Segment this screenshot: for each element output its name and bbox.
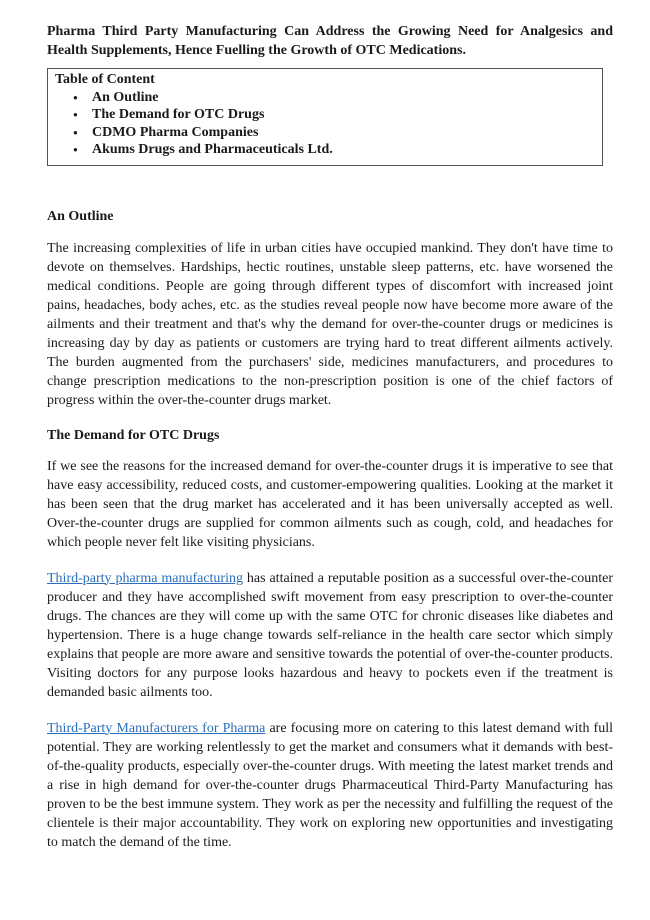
demand-paragraph-3 <box>47 719 613 852</box>
toc-item-akums[interactable]: ● Akums Drugs and Pharmaceuticals Ltd. <box>92 141 595 159</box>
demand-paragraph-2 <box>47 569 613 702</box>
outline-paragraph: The increasing complexities of life in urban cities have occupied mankind. They don't have time to devote on themselves. Hardships, hectic routines, unstable sleep patterns, etc. have worsened the medical conditions. People are going through different types of discomfort with increased joint pains, headaches, body aches, etc. as the studies reveal people now have become more aware of the ailments and their treatment and that's why the demand for over-the-counter drugs or medicines is increasing day by day as patients or customers are trying hard to treat different ailments actively. The burden augmented from the purchasers' side, medicines manufacturers, and procedures to change prescription medications to the non-prescription position is one of the chief factors of progress within the over-the-counter drugs market. <box>47 240 613 408</box>
toc-item-cdmo[interactable]: ● CDMO Pharma Companies <box>92 124 595 142</box>
demand-paragraph-2-text: has attained a reputable position as a successful over-the-counter producer and they have accomplished swift movement from easy prescription to over-the-counter drugs. The chances are they will come up with the same OTC for chronic diseases like diabetes and hypertension. There is a huge change towards self-reliance in the health care sector which simply explains that people are more aware and sensitive towards the potential of over-the-counter products. Visiting doctors for any purpose looks hazardous and heavy to pockets even if the treatment is demanded basic ailments too. <box>47 570 613 700</box>
document-title: Pharma Third Party Manufacturing Can Address the Growing Need for Analgesics and Health Supplements, Hence Fuelling the Growth of OTC Medications. <box>47 24 613 58</box>
section-heading-outline: An Outline <box>47 208 114 224</box>
third-party-pharma-manufacturing-link[interactable]: Third-party pharma manufacturing <box>47 570 243 586</box>
toc-list <box>55 89 595 159</box>
section-heading-demand: The Demand for OTC Drugs <box>47 427 220 443</box>
third-party-manufacturers-link[interactable]: Third-Party Manufacturers for Pharma <box>47 720 266 736</box>
table-of-contents <box>47 68 603 166</box>
toc-heading: Table of Content <box>55 72 155 87</box>
toc-item-outline[interactable]: ● An Outline <box>92 89 595 107</box>
demand-paragraph-1: If we see the reasons for the increased demand for over-the-counter drugs it is imperative to see that have easy accessibility, reduced costs, and customer-empowering qualities. Looking at the market it has been seen that the drug market has accelerated and it has been universally accepted as well. Over-the-counter drugs are supplied for common ailments such as cough, cold, and headaches for which people never felt like visiting physicians. <box>47 458 613 550</box>
toc-item-demand[interactable]: ● The Demand for OTC Drugs <box>92 106 595 124</box>
demand-paragraph-3-text: are focusing more on catering to this latest demand with full potential. They are working relentlessly to get the market and consumers what it demands with best-of-the-quality products, especially over-the-counter drugs. With meeting the latest market trends and a rise in high demand for over-the-counter drugs Pharmaceutical Third-Party Manufacturing has proven to be the best immune system. They work as per the necessity and fulfilling the request of the clientele is their major accountability. They work on exploring new opportunities and investigating to match the demand of the time. <box>47 720 613 850</box>
